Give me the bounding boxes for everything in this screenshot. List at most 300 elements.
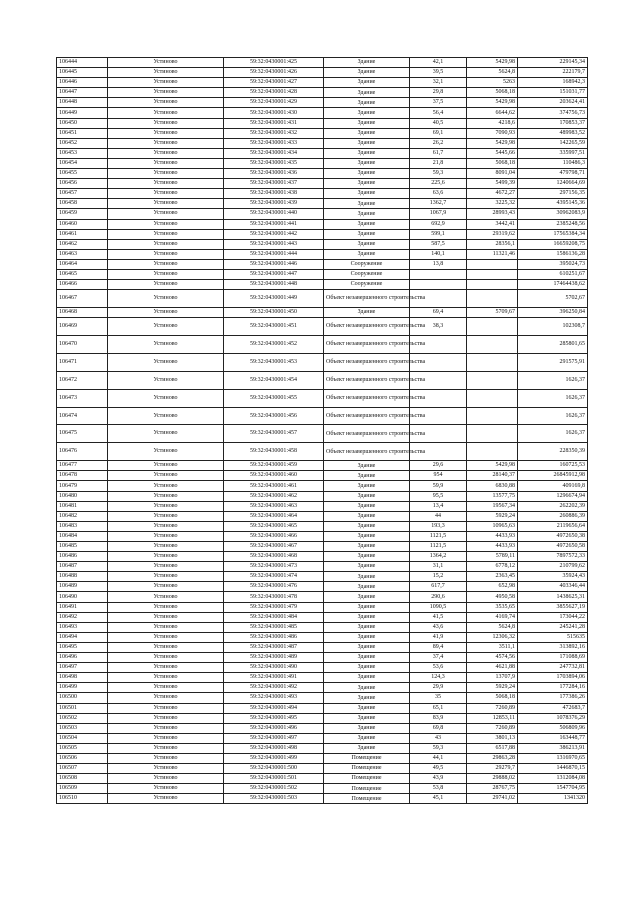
object-type-cell: Здание <box>324 98 410 108</box>
area-cell: 43,9 <box>410 774 467 784</box>
row-number-cell: 106504 <box>57 733 108 743</box>
cadastral-value-cell: 386213,91 <box>518 743 588 753</box>
object-type-cell: Здание <box>324 199 410 209</box>
object-type-cell: Здание <box>324 653 410 663</box>
locality-cell: Устиново <box>108 562 224 572</box>
object-type-cell: Сооружение <box>324 269 410 279</box>
cadastral-value-cell: 479798,71 <box>518 169 588 179</box>
table-row <box>57 98 588 108</box>
unit-value-cell: 29319,62 <box>467 229 518 239</box>
unit-value-cell: 4218,6 <box>467 118 518 128</box>
object-type-cell: Здание <box>324 461 410 471</box>
row-number-cell: 106447 <box>57 88 108 98</box>
locality-cell: Устиново <box>108 713 224 723</box>
row-number-cell: 106483 <box>57 521 108 531</box>
object-type-cell: Здание <box>324 531 410 541</box>
cadastral-number-cell: 59:32:0430001:435 <box>224 158 324 168</box>
object-type-cell: Здание <box>324 169 410 179</box>
unit-value-cell: 5789,11 <box>467 552 518 562</box>
locality-cell: Устиново <box>108 592 224 602</box>
cadastral-number-cell: 59:32:0430001:453 <box>224 353 324 371</box>
locality-cell: Устиново <box>108 229 224 239</box>
unit-value-cell <box>467 336 518 354</box>
area-cell: 59,3 <box>410 169 467 179</box>
row-number-cell: 106479 <box>57 481 108 491</box>
object-type-cell: Помещение <box>324 753 410 763</box>
unit-value-cell: 28993,43 <box>467 209 518 219</box>
cadastral-number-cell: 59:32:0430001:457 <box>224 425 324 443</box>
cadastral-value-cell: 4972650,58 <box>518 542 588 552</box>
object-type-cell: Здание <box>324 108 410 118</box>
cadastral-value-cell: 472683,7 <box>518 703 588 713</box>
cadastral-number-cell: 59:32:0430001:438 <box>224 189 324 199</box>
area-cell: 44,1 <box>410 753 467 763</box>
cadastral-number-cell: 59:32:0430001:460 <box>224 471 324 481</box>
row-number-cell: 106445 <box>57 68 108 78</box>
locality-cell: Устиново <box>108 753 224 763</box>
unit-value-cell: 19567,34 <box>467 501 518 511</box>
row-number-cell: 106478 <box>57 471 108 481</box>
object-type-cell: Объект незавершенного строительства <box>324 389 410 407</box>
locality-cell: Устиново <box>108 68 224 78</box>
unit-value-cell: 7260,89 <box>467 703 518 713</box>
area-cell: 692,9 <box>410 219 467 229</box>
table-row <box>57 602 588 612</box>
row-number-cell: 106459 <box>57 209 108 219</box>
locality-cell: Устиново <box>108 371 224 389</box>
object-type-cell: Здание <box>324 249 410 259</box>
table-row <box>57 713 588 723</box>
locality-cell: Устиново <box>108 336 224 354</box>
cadastral-value-cell: 1438625,31 <box>518 592 588 602</box>
cadastral-number-cell: 59:32:0430001:479 <box>224 602 324 612</box>
row-number-cell: 106476 <box>57 443 108 461</box>
table-row <box>57 68 588 78</box>
unit-value-cell <box>467 443 518 461</box>
table-row <box>57 501 588 511</box>
object-type-cell: Здание <box>324 189 410 199</box>
object-type-cell: Помещение <box>324 764 410 774</box>
object-type-cell: Здание <box>324 723 410 733</box>
row-number-cell: 106495 <box>57 642 108 652</box>
object-type-cell: Объект незавершенного строительства <box>324 290 410 308</box>
cadastral-value-cell: 313892,16 <box>518 642 588 652</box>
locality-cell: Устиново <box>108 743 224 753</box>
table-row <box>57 511 588 521</box>
cadastral-number-cell: 59:32:0430001:449 <box>224 290 324 308</box>
table-row <box>57 774 588 784</box>
cadastral-number-cell: 59:32:0430001:436 <box>224 169 324 179</box>
cadastral-number-cell: 59:32:0430001:441 <box>224 219 324 229</box>
object-type-cell: Здание <box>324 663 410 673</box>
row-number-cell: 106450 <box>57 118 108 128</box>
cadastral-value-cell: 142265,59 <box>518 138 588 148</box>
table-row <box>57 58 588 68</box>
locality-cell: Устиново <box>108 673 224 683</box>
locality-cell: Устиново <box>108 622 224 632</box>
area-cell: 89,4 <box>410 642 467 652</box>
object-type-cell: Здание <box>324 713 410 723</box>
locality-cell: Устиново <box>108 531 224 541</box>
cadastral-value-cell: 170853,37 <box>518 118 588 128</box>
cadastral-number-cell: 59:32:0430001:454 <box>224 371 324 389</box>
cadastral-number-cell: 59:32:0430001:464 <box>224 511 324 521</box>
table-row <box>57 259 588 269</box>
unit-value-cell: 5068,18 <box>467 158 518 168</box>
cadastral-value-cell: 5702,67 <box>518 290 588 308</box>
area-cell: 13,8 <box>410 259 467 269</box>
table-row <box>57 612 588 622</box>
cadastral-value-cell: 409169,8 <box>518 481 588 491</box>
cadastral-value-cell: 2385248,56 <box>518 219 588 229</box>
locality-cell: Устиново <box>108 269 224 279</box>
row-number-cell: 106444 <box>57 58 108 68</box>
cadastral-number-cell: 59:32:0430001:500 <box>224 764 324 774</box>
cadastral-value-cell: 1547704,95 <box>518 784 588 794</box>
row-number-cell: 106477 <box>57 461 108 471</box>
area-cell: 69,8 <box>410 723 467 733</box>
table-row <box>57 693 588 703</box>
locality-cell: Устиново <box>108 683 224 693</box>
unit-value-cell: 29863,28 <box>467 753 518 763</box>
area-cell: 44 <box>410 511 467 521</box>
locality-cell: Устиново <box>108 632 224 642</box>
row-number-cell: 106468 <box>57 308 108 318</box>
unit-value-cell: 6830,88 <box>467 481 518 491</box>
table-row <box>57 582 588 592</box>
unit-value-cell: 11321,46 <box>467 249 518 259</box>
row-number-cell: 106498 <box>57 673 108 683</box>
area-cell: 13,4 <box>410 501 467 511</box>
table-row <box>57 572 588 582</box>
cadastral-number-cell: 59:32:0430001:462 <box>224 491 324 501</box>
cadastral-value-cell: 3855627,19 <box>518 602 588 612</box>
cadastral-number-cell: 59:32:0430001:461 <box>224 481 324 491</box>
object-type-cell: Объект незавершенного строительства <box>324 353 410 371</box>
row-number-cell: 106472 <box>57 371 108 389</box>
row-number-cell: 106460 <box>57 219 108 229</box>
cadastral-value-cell: 489983,52 <box>518 128 588 138</box>
row-number-cell: 106462 <box>57 239 108 249</box>
cadastral-value-cell: 1341320 <box>518 794 588 804</box>
object-type-cell: Здание <box>324 308 410 318</box>
cadastral-number-cell: 59:32:0430001:467 <box>224 542 324 552</box>
unit-value-cell: 3535,65 <box>467 602 518 612</box>
unit-value-cell: 28767,75 <box>467 784 518 794</box>
area-cell: 31,1 <box>410 562 467 572</box>
unit-value-cell <box>467 280 518 290</box>
table-row <box>57 784 588 794</box>
table-row <box>57 189 588 199</box>
cadastral-value-cell: 17464438,62 <box>518 280 588 290</box>
unit-value-cell: 5499,39 <box>467 179 518 189</box>
cadastral-value-cell: 7897572,33 <box>518 552 588 562</box>
object-type-cell: Здание <box>324 68 410 78</box>
area-cell: 193,3 <box>410 521 467 531</box>
cadastral-number-cell: 59:32:0430001:494 <box>224 703 324 713</box>
unit-value-cell <box>467 407 518 425</box>
cadastral-number-cell: 59:32:0430001:444 <box>224 249 324 259</box>
row-number-cell: 106507 <box>57 764 108 774</box>
unit-value-cell: 12306,32 <box>467 632 518 642</box>
object-type-cell: Здание <box>324 673 410 683</box>
area-cell: 41,9 <box>410 632 467 642</box>
cadastral-number-cell: 59:32:0430001:493 <box>224 693 324 703</box>
row-number-cell: 106489 <box>57 582 108 592</box>
table-row <box>57 562 588 572</box>
cadastral-value-cell: 168942,3 <box>518 78 588 88</box>
unit-value-cell: 5429,98 <box>467 138 518 148</box>
unit-value-cell: 5624,8 <box>467 622 518 632</box>
object-type-cell: Здание <box>324 572 410 582</box>
table-row <box>57 249 588 259</box>
object-type-cell: Сооружение <box>324 259 410 269</box>
table-row <box>57 280 588 290</box>
row-number-cell: 106448 <box>57 98 108 108</box>
unit-value-cell: 29741,02 <box>467 794 518 804</box>
table-row <box>57 443 588 461</box>
locality-cell: Устиново <box>108 471 224 481</box>
row-number-cell: 106471 <box>57 353 108 371</box>
row-number-cell: 106470 <box>57 336 108 354</box>
cadastral-value-cell: 291575,91 <box>518 353 588 371</box>
locality-cell: Устиново <box>108 389 224 407</box>
unit-value-cell <box>467 371 518 389</box>
object-type-cell: Здание <box>324 179 410 189</box>
cadastral-value-cell: 1316970,65 <box>518 753 588 763</box>
locality-cell: Устиново <box>108 353 224 371</box>
table-row <box>57 78 588 88</box>
area-cell: 49,5 <box>410 764 467 774</box>
unit-value-cell: 6778,12 <box>467 562 518 572</box>
locality-cell: Устиново <box>108 318 224 336</box>
cadastral-value-cell: 1312084,08 <box>518 774 588 784</box>
object-type-cell: Здание <box>324 491 410 501</box>
table-row <box>57 179 588 189</box>
area-cell: 587,5 <box>410 239 467 249</box>
locality-cell: Устиново <box>108 128 224 138</box>
object-type-cell: Объект незавершенного строительства <box>324 318 410 336</box>
cadastral-number-cell: 59:32:0430001:447 <box>224 269 324 279</box>
locality-cell: Устиново <box>108 78 224 88</box>
object-type-cell: Здание <box>324 138 410 148</box>
locality-cell: Устиново <box>108 209 224 219</box>
row-number-cell: 106497 <box>57 663 108 673</box>
unit-value-cell: 5429,98 <box>467 98 518 108</box>
cadastral-number-cell: 59:32:0430001:428 <box>224 88 324 98</box>
cadastral-value-cell: 285801,65 <box>518 336 588 354</box>
cadastral-value-cell: 163448,77 <box>518 733 588 743</box>
table-row <box>57 353 588 371</box>
cadastral-number-cell: 59:32:0430001:490 <box>224 663 324 673</box>
object-type-cell: Здание <box>324 622 410 632</box>
area-cell: 37,5 <box>410 98 467 108</box>
cadastral-value-cell: 16659208,75 <box>518 239 588 249</box>
cadastral-value-cell: 1626,37 <box>518 389 588 407</box>
cadastral-value-cell: 1703894,06 <box>518 673 588 683</box>
unit-value-cell <box>467 425 518 443</box>
object-type-cell: Здание <box>324 481 410 491</box>
cadastral-value-cell: 4395145,36 <box>518 199 588 209</box>
object-type-cell: Здание <box>324 733 410 743</box>
cadastral-value-cell: 4972650,38 <box>518 531 588 541</box>
object-type-cell: Помещение <box>324 794 410 804</box>
table-row <box>57 471 588 481</box>
row-number-cell: 106480 <box>57 491 108 501</box>
unit-value-cell: 5929,24 <box>467 683 518 693</box>
cadastral-number-cell: 59:32:0430001:434 <box>224 148 324 158</box>
cadastral-value-cell: 229145,34 <box>518 58 588 68</box>
area-cell: 59,9 <box>410 481 467 491</box>
area-cell: 37,4 <box>410 653 467 663</box>
area-cell: 43 <box>410 733 467 743</box>
row-number-cell: 106446 <box>57 78 108 88</box>
area-cell: 225,6 <box>410 179 467 189</box>
table-row <box>57 158 588 168</box>
row-number-cell: 106451 <box>57 128 108 138</box>
cadastral-value-cell: 395024,73 <box>518 259 588 269</box>
cadastral-number-cell: 59:32:0430001:473 <box>224 562 324 572</box>
locality-cell: Устиново <box>108 259 224 269</box>
cadastral-value-cell: 17565384,34 <box>518 229 588 239</box>
area-cell: 41,5 <box>410 612 467 622</box>
unit-value-cell: 5068,18 <box>467 88 518 98</box>
area-cell: 29,6 <box>410 461 467 471</box>
area-cell: 1067,9 <box>410 209 467 219</box>
cadastral-value-cell: 610251,67 <box>518 269 588 279</box>
cadastral-number-cell: 59:32:0430001:484 <box>224 612 324 622</box>
table-row <box>57 269 588 279</box>
locality-cell: Устиново <box>108 602 224 612</box>
locality-cell: Устиново <box>108 158 224 168</box>
row-number-cell: 106487 <box>57 562 108 572</box>
cadastral-value-cell: 203624,41 <box>518 98 588 108</box>
cadastral-value-cell: 151031,77 <box>518 88 588 98</box>
area-cell: 1362,7 <box>410 199 467 209</box>
locality-cell: Устиново <box>108 572 224 582</box>
locality-cell: Устиново <box>108 642 224 652</box>
cadastral-value-cell: 1586136,28 <box>518 249 588 259</box>
table-row <box>57 209 588 219</box>
locality-cell: Устиново <box>108 521 224 531</box>
cadastral-value-cell: 262202,39 <box>518 501 588 511</box>
table-row <box>57 753 588 763</box>
table-row <box>57 128 588 138</box>
unit-value-cell <box>467 389 518 407</box>
row-number-cell: 106449 <box>57 108 108 118</box>
unit-value-cell <box>467 353 518 371</box>
row-number-cell: 106452 <box>57 138 108 148</box>
table-row <box>57 794 588 804</box>
cadastral-value-cell: 1626,37 <box>518 407 588 425</box>
unit-value-cell: 4574,56 <box>467 653 518 663</box>
object-type-cell: Здание <box>324 552 410 562</box>
table-row <box>57 632 588 642</box>
area-cell: 42,1 <box>410 58 467 68</box>
cadastral-number-cell: 59:32:0430001:501 <box>224 774 324 784</box>
cadastral-number-cell: 59:32:0430001:429 <box>224 98 324 108</box>
area-cell: 1121,5 <box>410 542 467 552</box>
table-row <box>57 336 588 354</box>
row-number-cell: 106508 <box>57 774 108 784</box>
area-cell: 26,2 <box>410 138 467 148</box>
area-cell: 39,5 <box>410 68 467 78</box>
locality-cell: Устиново <box>108 511 224 521</box>
table-row <box>57 622 588 632</box>
cadastral-number-cell: 59:32:0430001:442 <box>224 229 324 239</box>
unit-value-cell: 13707,9 <box>467 673 518 683</box>
object-type-cell: Здание <box>324 602 410 612</box>
area-cell: 140,1 <box>410 249 467 259</box>
row-number-cell: 106456 <box>57 179 108 189</box>
locality-cell: Устиново <box>108 542 224 552</box>
unit-value-cell: 10965,63 <box>467 521 518 531</box>
unit-value-cell: 4672,27 <box>467 189 518 199</box>
unit-value-cell: 8091,04 <box>467 169 518 179</box>
unit-value-cell: 29279,7 <box>467 764 518 774</box>
cadastral-number-cell: 59:32:0430001:497 <box>224 733 324 743</box>
table-row <box>57 521 588 531</box>
row-number-cell: 106458 <box>57 199 108 209</box>
table-row <box>57 653 588 663</box>
table-row <box>57 118 588 128</box>
locality-cell: Устиново <box>108 239 224 249</box>
locality-cell: Устиново <box>108 290 224 308</box>
object-type-cell: Здание <box>324 582 410 592</box>
object-type-cell: Здание <box>324 229 410 239</box>
cadastral-number-cell: 59:32:0430001:452 <box>224 336 324 354</box>
table-row <box>57 481 588 491</box>
table-row <box>57 743 588 753</box>
row-number-cell: 106502 <box>57 713 108 723</box>
area-cell: 61,7 <box>410 148 467 158</box>
area-cell: 83,9 <box>410 713 467 723</box>
table-row <box>57 239 588 249</box>
table-row <box>57 642 588 652</box>
locality-cell: Устиново <box>108 794 224 804</box>
table-row <box>57 673 588 683</box>
unit-value-cell: 5429,98 <box>467 461 518 471</box>
row-number-cell: 106506 <box>57 753 108 763</box>
cadastral-value-cell: 1240664,69 <box>518 179 588 189</box>
cadastral-number-cell: 59:32:0430001:426 <box>224 68 324 78</box>
cadastral-value-cell: 1626,37 <box>518 425 588 443</box>
cadastral-number-cell: 59:32:0430001:446 <box>224 259 324 269</box>
area-cell: 954 <box>410 471 467 481</box>
cadastral-value-cell: 247732,81 <box>518 663 588 673</box>
unit-value-cell: 7260,89 <box>467 723 518 733</box>
locality-cell: Устиново <box>108 481 224 491</box>
cadastral-value-cell: 210799,62 <box>518 562 588 572</box>
area-cell: 599,1 <box>410 229 467 239</box>
unit-value-cell: 5624,8 <box>467 68 518 78</box>
locality-cell: Устиново <box>108 219 224 229</box>
locality-cell: Устиново <box>108 179 224 189</box>
table-row <box>57 290 588 308</box>
cadastral-value-cell: 110486,3 <box>518 158 588 168</box>
cadastral-number-cell: 59:32:0430001:485 <box>224 622 324 632</box>
row-number-cell: 106499 <box>57 683 108 693</box>
row-number-cell: 106505 <box>57 743 108 753</box>
cadastral-value-cell: 173044,22 <box>518 612 588 622</box>
row-number-cell: 106463 <box>57 249 108 259</box>
area-cell <box>410 280 467 290</box>
unit-value-cell <box>467 290 518 308</box>
object-type-cell: Здание <box>324 219 410 229</box>
object-type-cell: Здание <box>324 88 410 98</box>
locality-cell: Устиново <box>108 784 224 794</box>
cadastral-value-cell: 35924,43 <box>518 572 588 582</box>
